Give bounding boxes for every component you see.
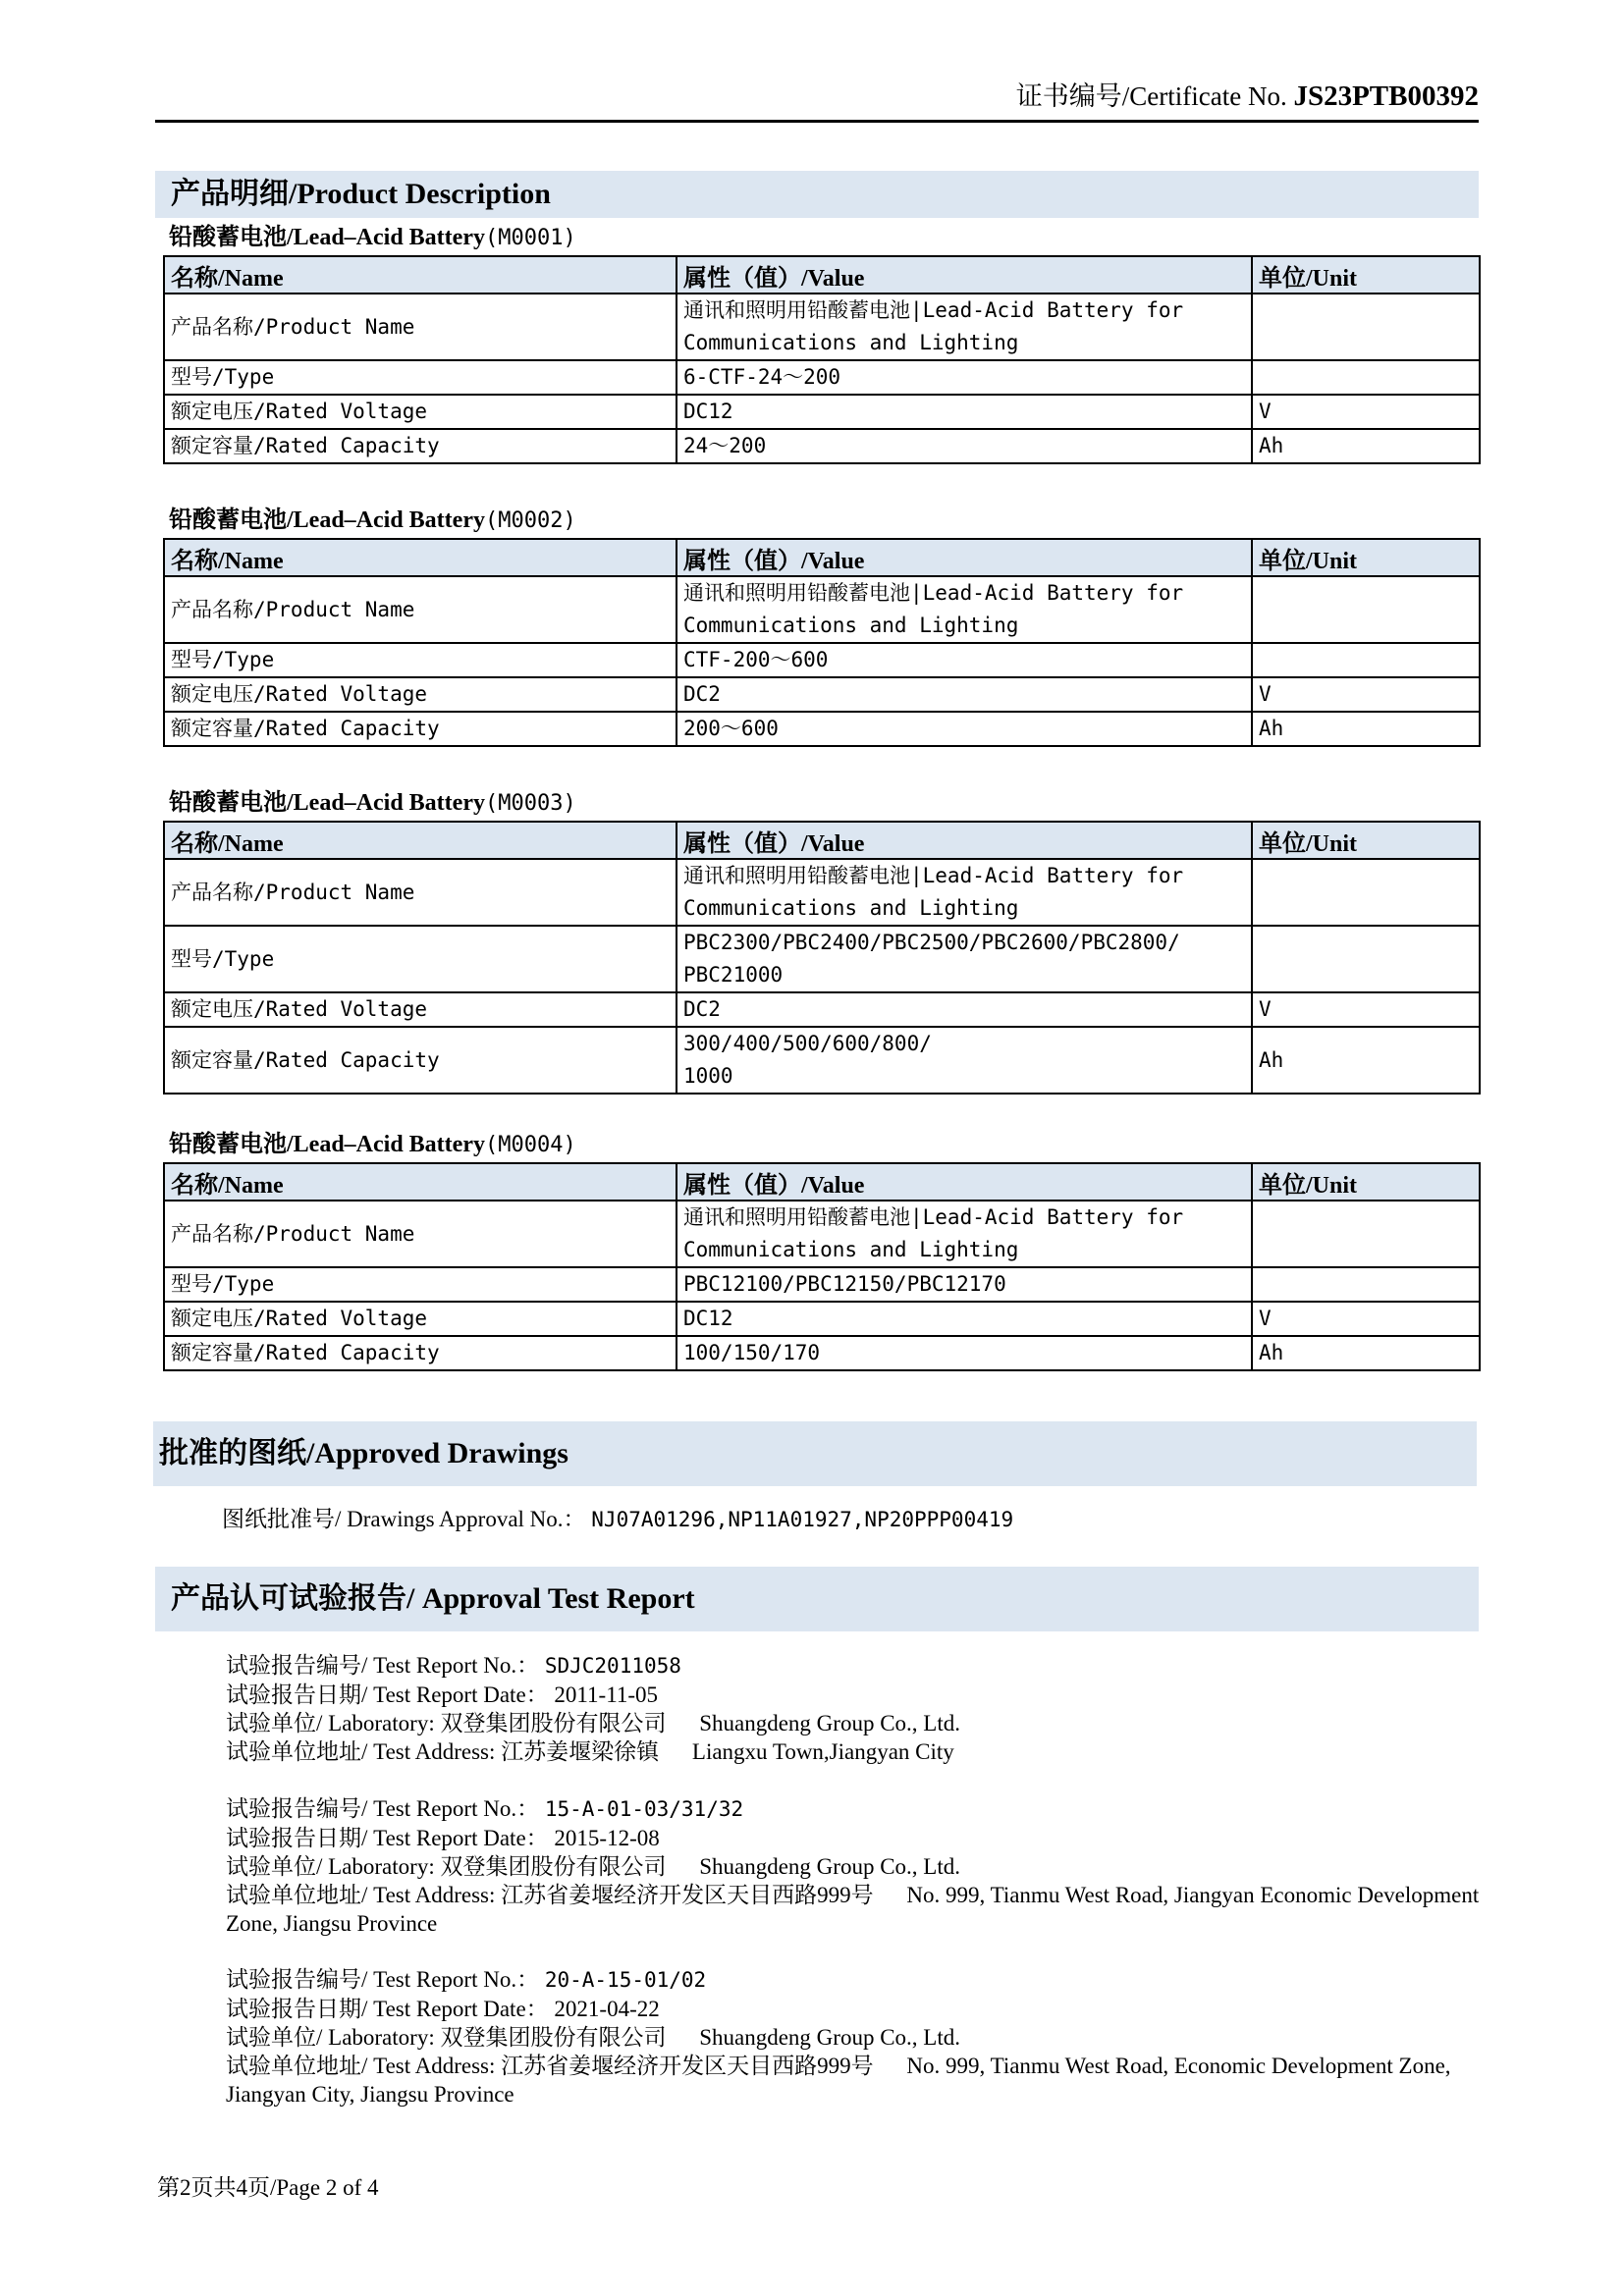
- cell-value: 6-CTF-24～200: [677, 360, 1252, 395]
- table-row: [164, 926, 1480, 992]
- cell-value: DC2: [677, 677, 1252, 712]
- report-number-value: 20-A-15-01/02: [544, 1968, 707, 1992]
- table-header-row: [164, 1163, 1480, 1201]
- cell-name: 型号/Type: [164, 643, 677, 677]
- table-row: [164, 1267, 1480, 1302]
- drawings-approval-value: NJ07A01296,NP11A01927,NP20PPP00419: [591, 1508, 1014, 1531]
- cell-value: DC2: [677, 992, 1252, 1027]
- report-date-value: 2015-12-08: [554, 1826, 660, 1850]
- caption-code: (M0004): [484, 1133, 576, 1157]
- header-name: 名称/Name: [164, 1163, 677, 1201]
- report-number-label: 试验报告编号/ Test Report No.：: [226, 1796, 540, 1821]
- report-date-label: 试验报告日期/ Test Report Date：: [226, 1997, 549, 2021]
- product-table-m0002: [163, 538, 1481, 747]
- table-row: [164, 859, 1480, 926]
- cell-unit: [1252, 926, 1480, 992]
- table-row: [164, 712, 1480, 746]
- cell-name: 额定容量/Rated Capacity: [164, 712, 677, 746]
- cell-unit: V: [1252, 677, 1480, 712]
- cell-unit: V: [1252, 992, 1480, 1027]
- header-value: 属性（值）/Value: [677, 256, 1252, 294]
- report-date-label: 试验报告日期/ Test Report Date：: [226, 1826, 549, 1850]
- table-row: [164, 1336, 1480, 1370]
- table-row: [164, 360, 1480, 395]
- cell-unit: Ah: [1252, 1027, 1480, 1094]
- cell-name: 产品名称/Product Name: [164, 1201, 677, 1267]
- cell-unit: [1252, 859, 1480, 926]
- cell-name: 产品名称/Product Name: [164, 859, 677, 926]
- cell-name: 型号/Type: [164, 1267, 677, 1302]
- report-number-label: 试验报告编号/ Test Report No.：: [226, 1653, 540, 1678]
- table-row: [164, 677, 1480, 712]
- cell-name: 额定电压/Rated Voltage: [164, 992, 677, 1027]
- caption-name: 铅酸蓄电池/Lead–Acid Battery: [169, 790, 485, 816]
- product-table-m0004: [163, 1162, 1481, 1371]
- cell-name: 额定电压/Rated Voltage: [164, 1302, 677, 1336]
- caption-code: (M0001): [484, 226, 576, 250]
- cell-unit: [1252, 1267, 1480, 1302]
- cell-value: 200～600: [677, 712, 1252, 746]
- cell-unit: V: [1252, 395, 1480, 429]
- cell-value: 通讯和照明用铅酸蓄电池|Lead-Acid Battery for Communications and Lighting: [677, 576, 1252, 643]
- test-report-1: [226, 1651, 1492, 1766]
- test-address-line: [226, 2052, 1492, 2109]
- header-name: 名称/Name: [164, 539, 677, 576]
- report-number-line: [226, 1794, 1492, 1824]
- table-row: [164, 1201, 1480, 1267]
- cell-value: 300/400/500/600/800/ 1000: [677, 1027, 1252, 1094]
- section-title-product-description: 产品明细/Product Description: [155, 171, 1479, 218]
- laboratory-label: 试验单位/ Laboratory:: [226, 1711, 435, 1735]
- report-number-value: SDJC2011058: [544, 1654, 681, 1678]
- test-address-label: 试验单位地址/ Test Address:: [226, 1739, 496, 1764]
- report-number-value: 15-A-01-03/31/32: [544, 1797, 744, 1821]
- report-number-line: [226, 1651, 1492, 1681]
- caption-code: (M0003): [484, 791, 576, 816]
- caption-name: 铅酸蓄电池/Lead–Acid Battery: [169, 1132, 485, 1157]
- table-caption-m0001: [169, 223, 576, 253]
- cell-name: 额定容量/Rated Capacity: [164, 1027, 677, 1094]
- laboratory-line: [226, 1852, 1492, 1881]
- test-address-en: Liangxu Town,Jiangyan City: [691, 1739, 954, 1764]
- laboratory-name-en: Shuangdeng Group Co., Ltd.: [699, 1854, 960, 1879]
- cell-value: DC12: [677, 395, 1252, 429]
- table-row: [164, 576, 1480, 643]
- header-unit: 单位/Unit: [1252, 256, 1480, 294]
- table-header-row: [164, 822, 1480, 859]
- table-row: [164, 643, 1480, 677]
- table-caption-m0003: [169, 788, 576, 819]
- laboratory-line: [226, 2023, 1492, 2052]
- page-header: [155, 77, 1479, 123]
- table-row: [164, 1027, 1480, 1094]
- report-number-line: [226, 1965, 1492, 1995]
- laboratory-name-cn: 双登集团股份有限公司: [440, 1711, 667, 1735]
- header-name: 名称/Name: [164, 822, 677, 859]
- test-report-2: [226, 1794, 1492, 1938]
- laboratory-name-en: Shuangdeng Group Co., Ltd.: [699, 1711, 960, 1735]
- laboratory-label: 试验单位/ Laboratory:: [226, 2025, 435, 2050]
- table-row: [164, 429, 1480, 463]
- laboratory-name-cn: 双登集团股份有限公司: [440, 1854, 667, 1879]
- caption-name: 铅酸蓄电池/Lead–Acid Battery: [169, 225, 485, 250]
- laboratory-name-en: Shuangdeng Group Co., Ltd.: [699, 2025, 960, 2050]
- certificate-number-line: [1016, 77, 1479, 116]
- report-date-line: [226, 1681, 1492, 1709]
- cell-name: 额定电压/Rated Voltage: [164, 677, 677, 712]
- header-unit: 单位/Unit: [1252, 539, 1480, 576]
- header-unit: 单位/Unit: [1252, 822, 1480, 859]
- cell-name: 型号/Type: [164, 926, 677, 992]
- cell-name: 产品名称/Product Name: [164, 294, 677, 360]
- table-header-row: [164, 256, 1480, 294]
- cell-unit: Ah: [1252, 1336, 1480, 1370]
- cell-unit: Ah: [1252, 429, 1480, 463]
- laboratory-label: 试验单位/ Laboratory:: [226, 1854, 435, 1879]
- table-caption-m0004: [169, 1130, 576, 1160]
- test-address-line: [226, 1737, 1492, 1766]
- cell-value: CTF-200～600: [677, 643, 1252, 677]
- table-row: [164, 992, 1480, 1027]
- section-title-approval-test-report: 产品认可试验报告/ Approval Test Report: [155, 1567, 1479, 1631]
- cell-unit: V: [1252, 1302, 1480, 1336]
- cell-name: 额定容量/Rated Capacity: [164, 1336, 677, 1370]
- certificate-label: 证书编号/Certificate No.: [1015, 81, 1287, 111]
- drawings-approval-line: [222, 1504, 1013, 1535]
- test-address-en: No. 999, Tianmu West Road, Jiangyan Economic Development Zone, Jiangsu Province: [226, 1883, 1480, 1936]
- cell-value: PBC12100/PBC12150/PBC12170: [677, 1267, 1252, 1302]
- cell-unit: [1252, 1201, 1480, 1267]
- test-address-en: No. 999, Tianmu West Road, Economic Development Zone, Jiangyan City, Jiangsu Province: [226, 2054, 1451, 2107]
- header-name: 名称/Name: [164, 256, 677, 294]
- section-title-approved-drawings: 批准的图纸/Approved Drawings: [153, 1421, 1477, 1486]
- cell-name: 额定电压/Rated Voltage: [164, 395, 677, 429]
- header-value: 属性（值）/Value: [677, 822, 1252, 859]
- table-caption-m0002: [169, 506, 576, 536]
- cell-unit: [1252, 643, 1480, 677]
- laboratory-name-cn: 双登集团股份有限公司: [440, 2025, 667, 2050]
- product-table-m0001: [163, 255, 1481, 464]
- header-value: 属性（值）/Value: [677, 1163, 1252, 1201]
- test-address-line: [226, 1881, 1492, 1938]
- cell-value: 通讯和照明用铅酸蓄电池|Lead-Acid Battery for Communications and Lighting: [677, 294, 1252, 360]
- table-header-row: [164, 539, 1480, 576]
- cell-value: 24～200: [677, 429, 1252, 463]
- cell-name: 额定容量/Rated Capacity: [164, 429, 677, 463]
- test-report-3: [226, 1965, 1492, 2109]
- drawings-approval-label: 图纸批准号/ Drawings Approval No.：: [222, 1507, 586, 1531]
- test-address-cn: 江苏省姜堰经济开发区天目西路999号: [501, 2054, 874, 2078]
- certificate-number: JS23PTB00392: [1293, 80, 1479, 112]
- report-date-value: 2011-11-05: [554, 1682, 659, 1707]
- test-address-label: 试验单位地址/ Test Address:: [226, 1883, 496, 1907]
- laboratory-line: [226, 1709, 1492, 1737]
- table-row: [164, 294, 1480, 360]
- cell-name: 型号/Type: [164, 360, 677, 395]
- cell-name: 产品名称/Product Name: [164, 576, 677, 643]
- report-number-label: 试验报告编号/ Test Report No.：: [226, 1967, 540, 1992]
- cell-value: 通讯和照明用铅酸蓄电池|Lead-Acid Battery for Communications and Lighting: [677, 859, 1252, 926]
- table-row: [164, 1302, 1480, 1336]
- test-address-label: 试验单位地址/ Test Address:: [226, 2054, 496, 2078]
- header-unit: 单位/Unit: [1252, 1163, 1480, 1201]
- product-table-m0003: [163, 821, 1481, 1095]
- table-row: [164, 395, 1480, 429]
- test-address-cn: 江苏姜堰梁徐镇: [501, 1739, 660, 1764]
- test-address-cn: 江苏省姜堰经济开发区天目西路999号: [501, 1883, 874, 1907]
- cell-value: 通讯和照明用铅酸蓄电池|Lead-Acid Battery for Communications and Lighting: [677, 1201, 1252, 1267]
- report-date-value: 2021-04-22: [554, 1997, 660, 2021]
- report-date-label: 试验报告日期/ Test Report Date：: [226, 1682, 549, 1707]
- cell-value: DC12: [677, 1302, 1252, 1336]
- report-date-line: [226, 1824, 1492, 1852]
- caption-code: (M0002): [484, 508, 576, 533]
- caption-name: 铅酸蓄电池/Lead–Acid Battery: [169, 507, 485, 533]
- cell-value: 100/150/170: [677, 1336, 1252, 1370]
- page-footer: 第2页共4页/Page 2 of 4: [157, 2175, 379, 2200]
- cell-value: PBC2300/PBC2400/PBC2500/PBC2600/PBC2800/ PBC21000: [677, 926, 1252, 992]
- cell-unit: [1252, 294, 1480, 360]
- report-date-line: [226, 1995, 1492, 2023]
- cell-unit: [1252, 360, 1480, 395]
- cell-unit: Ah: [1252, 712, 1480, 746]
- cell-unit: [1252, 576, 1480, 643]
- header-value: 属性（值）/Value: [677, 539, 1252, 576]
